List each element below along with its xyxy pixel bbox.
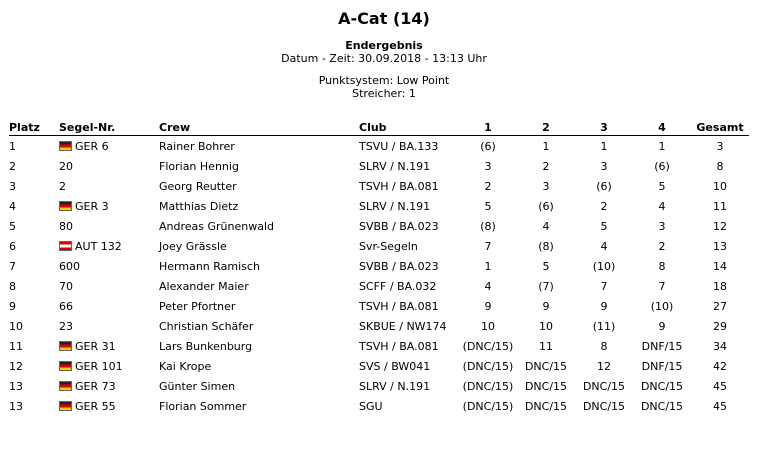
cell-race-1: (DNC/15) — [462, 399, 514, 413]
sail-number: GER 31 — [75, 339, 116, 353]
cell-race-3: 5 — [600, 219, 608, 233]
cell-race-3: 7 — [600, 279, 608, 293]
cell-race-3: DNC/15 — [582, 379, 626, 393]
cell-race-1: 10 — [481, 319, 495, 333]
cell-gesamt: 8 — [716, 159, 724, 173]
cell-gesamt: 10 — [713, 179, 727, 193]
cell-race-3: 12 — [597, 359, 611, 373]
results-table — [9, 120, 749, 416]
cell-race-2: 5 — [542, 259, 550, 273]
cell-crew: Hermann Ramisch — [159, 259, 260, 273]
cell-segel-nr — [59, 296, 159, 316]
cell-race-2: (7) — [538, 279, 554, 293]
column-header-platz: Platz — [9, 120, 59, 136]
cell-segel-nr — [59, 236, 159, 256]
sail-number: 80 — [59, 219, 73, 233]
sail-number: 70 — [59, 279, 73, 293]
cell-race-4: 4 — [658, 199, 666, 213]
column-header-race-3: 3 — [575, 120, 633, 136]
cell-race-4: 8 — [658, 259, 666, 273]
cell-segel-nr — [59, 396, 159, 416]
sail-number: GER 101 — [75, 359, 123, 373]
column-header-segel-nr: Segel-Nr. — [59, 120, 159, 136]
cell-crew: Kai Krope — [159, 359, 212, 373]
cell-race-2: (6) — [538, 199, 554, 213]
table-header-row — [9, 120, 749, 136]
cell-club: TSVH / BA.081 — [359, 299, 439, 313]
cell-race-2: 11 — [539, 339, 553, 353]
cell-race-3: DNC/15 — [582, 399, 626, 413]
table-row — [9, 216, 749, 236]
cell-club: TSVH / BA.081 — [359, 179, 439, 193]
table-row — [9, 136, 749, 157]
cell-race-1: 7 — [484, 239, 492, 253]
cell-club: SGU — [359, 399, 383, 413]
cell-crew: Christian Schäfer — [159, 319, 254, 333]
cell-race-4: 2 — [658, 239, 666, 253]
cell-race-4: DNC/15 — [640, 379, 684, 393]
cell-gesamt: 18 — [713, 279, 727, 293]
cell-crew: Joey Grässle — [159, 239, 227, 253]
cell-gesamt: 13 — [713, 239, 727, 253]
cell-segel-nr — [59, 316, 159, 336]
cell-segel-nr — [59, 256, 159, 276]
column-header-club: Club — [359, 120, 459, 136]
cell-platz: 10 — [9, 319, 23, 333]
cell-gesamt: 34 — [713, 339, 727, 353]
cell-race-4: (10) — [650, 299, 674, 313]
cell-race-3: (6) — [596, 179, 612, 193]
cell-race-3: (11) — [592, 319, 616, 333]
cell-segel-nr — [59, 156, 159, 176]
cell-club: SLRV / N.191 — [359, 379, 431, 393]
cell-platz: 13 — [9, 379, 23, 393]
flag-ger-icon — [59, 401, 72, 411]
page-title: A-Cat (14) — [338, 9, 430, 28]
cell-club: SVS / BW041 — [359, 359, 431, 373]
cell-club: TSVU / BA.133 — [359, 139, 439, 153]
flag-ger-icon — [59, 361, 72, 371]
sail-number: 66 — [59, 299, 73, 313]
cell-club: SLRV / N.191 — [359, 159, 431, 173]
cell-crew: Günter Simen — [159, 379, 236, 393]
sail-number: GER 6 — [75, 139, 109, 153]
table-row — [9, 276, 749, 296]
column-header-gesamt: Gesamt — [691, 120, 749, 136]
cell-segel-nr — [59, 216, 159, 236]
cell-race-2: 1 — [542, 139, 550, 153]
cell-crew: Matthias Dietz — [159, 199, 239, 213]
results-header — [0, 39, 768, 100]
cell-race-2: DNC/15 — [524, 359, 568, 373]
cell-race-1: 5 — [484, 199, 492, 213]
cell-race-1: (DNC/15) — [462, 339, 514, 353]
sail-number: 2 — [59, 179, 66, 193]
sail-number: AUT 132 — [75, 239, 122, 253]
cell-crew: Rainer Bohrer — [159, 139, 235, 153]
cell-race-1: 3 — [484, 159, 492, 173]
cell-race-1: 9 — [484, 299, 492, 313]
table-row — [9, 396, 749, 416]
cell-club: SKBUE / NW174 — [359, 319, 447, 333]
cell-club: TSVH / BA.081 — [359, 339, 439, 353]
cell-segel-nr — [59, 136, 159, 157]
cell-crew: Florian Hennig — [159, 159, 239, 173]
cell-race-3: 3 — [600, 159, 608, 173]
cell-gesamt: 29 — [713, 319, 727, 333]
cell-race-2: 3 — [542, 179, 550, 193]
results-subtitle: Endergebnis — [345, 39, 423, 52]
cell-crew: Andreas Grünenwald — [159, 219, 275, 233]
cell-crew: Alexander Maier — [159, 279, 249, 293]
cell-race-3: 2 — [600, 199, 608, 213]
table-row — [9, 196, 749, 216]
cell-platz: 3 — [9, 179, 16, 193]
cell-club: SVBB / BA.023 — [359, 219, 439, 233]
cell-race-3: (10) — [592, 259, 616, 273]
cell-race-4: 3 — [658, 219, 666, 233]
cell-race-3: 9 — [600, 299, 608, 313]
column-header-crew: Crew — [159, 120, 359, 136]
cell-race-3: 8 — [600, 339, 608, 353]
cell-platz: 7 — [9, 259, 16, 273]
cell-gesamt: 12 — [713, 219, 727, 233]
cell-segel-nr — [59, 336, 159, 356]
table-row — [9, 376, 749, 396]
cell-race-2: 9 — [542, 299, 550, 313]
cell-race-2: (8) — [538, 239, 554, 253]
sail-number: 600 — [59, 259, 80, 273]
table-row — [9, 316, 749, 336]
cell-race-1: 1 — [484, 259, 492, 273]
cell-platz: 2 — [9, 159, 16, 173]
cell-race-4: DNC/15 — [640, 399, 684, 413]
cell-gesamt: 27 — [713, 299, 727, 313]
column-header-race-1: 1 — [459, 120, 517, 136]
cell-platz: 12 — [9, 359, 23, 373]
cell-platz: 8 — [9, 279, 16, 293]
scoring-system: Punktsystem: Low Point — [318, 74, 450, 87]
cell-club: SCFF / BA.032 — [359, 279, 437, 293]
table-row — [9, 256, 749, 276]
cell-segel-nr — [59, 376, 159, 396]
table-row — [9, 156, 749, 176]
cell-race-1: (DNC/15) — [462, 359, 514, 373]
flag-ger-icon — [59, 201, 72, 211]
table-row — [9, 296, 749, 316]
cell-race-2: 4 — [542, 219, 550, 233]
sail-number: 20 — [59, 159, 73, 173]
cell-platz: 13 — [9, 399, 23, 413]
column-header-race-2: 2 — [517, 120, 575, 136]
cell-race-2: DNC/15 — [524, 399, 568, 413]
cell-gesamt: 14 — [713, 259, 727, 273]
flag-ger-icon — [59, 381, 72, 391]
cell-gesamt: 3 — [716, 139, 724, 153]
cell-race-4: DNF/15 — [641, 359, 683, 373]
cell-gesamt: 42 — [713, 359, 727, 373]
cell-race-1: (8) — [480, 219, 496, 233]
cell-platz: 9 — [9, 299, 16, 313]
cell-race-2: 2 — [542, 159, 550, 173]
cell-crew: Lars Bunkenburg — [159, 339, 253, 353]
cell-segel-nr — [59, 196, 159, 216]
cell-race-1: 4 — [484, 279, 492, 293]
cell-club: SVBB / BA.023 — [359, 259, 439, 273]
flag-aut-icon — [59, 241, 72, 251]
cell-race-3: 1 — [600, 139, 608, 153]
cell-platz: 11 — [9, 339, 23, 353]
cell-gesamt: 11 — [713, 199, 727, 213]
cell-race-1: 2 — [484, 179, 492, 193]
table-row — [9, 176, 749, 196]
flag-ger-icon — [59, 341, 72, 351]
cell-race-1: (6) — [480, 139, 496, 153]
column-header-race-4: 4 — [633, 120, 691, 136]
cell-crew: Georg Reutter — [159, 179, 237, 193]
cell-race-4: (6) — [654, 159, 670, 173]
cell-club: SLRV / N.191 — [359, 199, 431, 213]
cell-race-3: 4 — [600, 239, 608, 253]
cell-race-4: DNF/15 — [641, 339, 683, 353]
cell-segel-nr — [59, 176, 159, 196]
cell-race-2: 10 — [539, 319, 553, 333]
cell-race-4: 9 — [658, 319, 666, 333]
cell-race-4: 1 — [658, 139, 666, 153]
cell-platz: 4 — [9, 199, 16, 213]
cell-crew: Florian Sommer — [159, 399, 247, 413]
cell-race-4: 7 — [658, 279, 666, 293]
cell-gesamt: 45 — [713, 379, 727, 393]
cell-crew: Peter Pfortner — [159, 299, 236, 313]
table-row — [9, 356, 749, 376]
sail-number: GER 73 — [75, 379, 116, 393]
sail-number: 23 — [59, 319, 73, 333]
cell-club: Svr-Segeln — [359, 239, 418, 253]
cell-platz: 5 — [9, 219, 16, 233]
cell-segel-nr — [59, 356, 159, 376]
cell-platz: 1 — [9, 139, 16, 153]
cell-race-4: 5 — [658, 179, 666, 193]
cell-race-1: (DNC/15) — [462, 379, 514, 393]
cell-segel-nr — [59, 276, 159, 296]
sail-number: GER 55 — [75, 399, 116, 413]
cell-platz: 6 — [9, 239, 16, 253]
table-row — [9, 336, 749, 356]
cell-gesamt: 45 — [713, 399, 727, 413]
table-row — [9, 236, 749, 256]
discards-count: Streicher: 1 — [352, 87, 416, 100]
flag-ger-icon — [59, 141, 72, 151]
cell-race-2: DNC/15 — [524, 379, 568, 393]
results-datetime: Datum - Zeit: 30.09.2018 - 13:13 Uhr — [281, 52, 487, 65]
sail-number: GER 3 — [75, 199, 109, 213]
